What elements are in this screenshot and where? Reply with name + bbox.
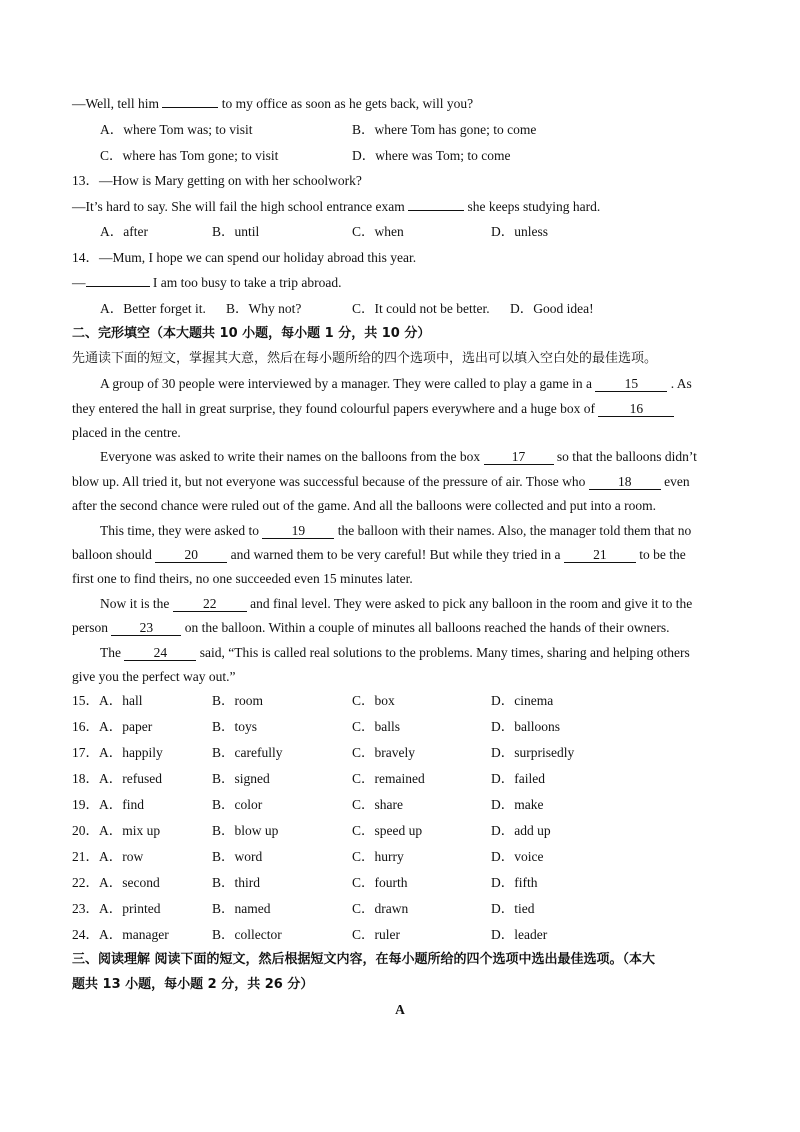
- q13-option-d[interactable]: D．unless: [491, 224, 548, 239]
- cloze-blank-17[interactable]: 17: [484, 449, 554, 465]
- cloze-option[interactable]: 24．A．manager: [72, 927, 169, 942]
- cloze-option[interactable]: B．named: [212, 901, 271, 916]
- passage-line: after the second chance were ruled out of the game. And all the balloons were collected and put into a room.: [72, 498, 657, 513]
- cloze-option[interactable]: C．ruler: [352, 927, 400, 942]
- passage-line: give you the perfect way out.”: [72, 669, 236, 684]
- q12-stem: —Well, tell him to my office as soon as he gets back, will you?: [72, 96, 474, 111]
- q13-option-b[interactable]: B．until: [212, 224, 260, 239]
- cloze-option[interactable]: B．signed: [212, 771, 270, 786]
- cloze-option[interactable]: C．bravely: [352, 745, 415, 760]
- passage-line: they entered the hall in great surprise, they found colourful papers everywhere and a huge box of 16: [72, 400, 732, 418]
- cloze-blank-20[interactable]: 20: [155, 547, 227, 563]
- q14-question: 14．—Mum, I hope we can spend our holiday abroad this year.: [72, 250, 417, 265]
- q14-blank: [86, 286, 150, 287]
- passage-line: A group of 30 people were interviewed by a manager. They were called to play a game in a 15 . As: [100, 376, 692, 391]
- section2-heading: 二、完形填空（本大题共 10 小题，每小题 1 分，共 10 分）: [72, 326, 431, 341]
- cloze-option[interactable]: C．share: [352, 797, 403, 812]
- cloze-blank-22[interactable]: 22: [173, 596, 247, 612]
- cloze-option[interactable]: B．word: [212, 849, 263, 864]
- cloze-option[interactable]: D．fifth: [491, 875, 538, 890]
- cloze-option[interactable]: 16．A．paper: [72, 719, 153, 734]
- cloze-option[interactable]: 23．A．printed: [72, 901, 161, 916]
- cloze-blank-18[interactable]: 18: [589, 474, 661, 490]
- cloze-option[interactable]: B．blow up: [212, 823, 279, 838]
- cloze-option[interactable]: D．make: [491, 797, 544, 812]
- section2-instruction: 先通读下面的短文，掌握其大意，然后在每小题所给的四个选项中，选出可以填入空白处的最佳选项。: [72, 351, 658, 366]
- passage-line: first one to find theirs, no one succeeded even 15 minutes later.: [72, 571, 413, 586]
- cloze-option[interactable]: 19．A．find: [72, 797, 144, 812]
- cloze-option[interactable]: D．surprisedly: [491, 745, 575, 760]
- cloze-option[interactable]: B．toys: [212, 719, 258, 734]
- cloze-option[interactable]: D．tied: [491, 901, 535, 916]
- cloze-option[interactable]: D．voice: [491, 849, 544, 864]
- q14-option-a[interactable]: A．Better forget it.: [100, 301, 206, 316]
- passage-line: blow up. All tried it, but not everyone was successful because of the pressure of air. Those who 18 even: [72, 474, 690, 489]
- q13-option-c[interactable]: C．when: [352, 224, 404, 239]
- q12-option-a[interactable]: A．where Tom was; to visit: [100, 122, 253, 137]
- cloze-blank-24[interactable]: 24: [124, 645, 196, 661]
- q12-blank: [162, 107, 218, 108]
- cloze-blank-16[interactable]: 16: [598, 401, 674, 417]
- passage-line: The 24 said, “This is called real solutions to the problems. Many times, sharing and helping others: [100, 645, 690, 660]
- passage-line: Now it is the 22 and final level. They were asked to pick any balloon in the room and give it to the: [100, 596, 693, 611]
- cloze-blank-19[interactable]: 19: [262, 523, 334, 539]
- cloze-option[interactable]: 21．A．row: [72, 849, 144, 864]
- cloze-option[interactable]: 17．A．happily: [72, 745, 163, 760]
- passage-line: This time, they were asked to 19 the balloon with their names. Also, the manager told them that no: [100, 523, 692, 538]
- cloze-option[interactable]: B．third: [212, 875, 261, 890]
- section3-heading: 三、阅读理解 阅读下面的短文，然后根据短文内容，在每小题所给的四个选项中选出最佳选项。（本大: [72, 952, 656, 967]
- cloze-option[interactable]: D．add up: [491, 823, 551, 838]
- cloze-option[interactable]: D．cinema: [491, 693, 554, 708]
- cloze-blank-21[interactable]: 21: [564, 547, 636, 563]
- cloze-option[interactable]: C．drawn: [352, 901, 409, 916]
- cloze-option[interactable]: D．leader: [491, 927, 548, 942]
- cloze-option[interactable]: C．remained: [352, 771, 425, 786]
- cloze-option[interactable]: B．room: [212, 693, 264, 708]
- q13-option-a[interactable]: A．after: [100, 224, 148, 239]
- passage-line: placed in the centre.: [72, 425, 181, 440]
- cloze-option[interactable]: C．hurry: [352, 849, 404, 864]
- cloze-option[interactable]: 20．A．mix up: [72, 823, 161, 838]
- cloze-option[interactable]: B．carefully: [212, 745, 283, 760]
- q12-option-b[interactable]: B．where Tom has gone; to come: [352, 122, 537, 137]
- cloze-option[interactable]: D．failed: [491, 771, 545, 786]
- q13-question: 13．—How is Mary getting on with her schoolwork?: [72, 173, 362, 188]
- passage-line: person 23 on the balloon. Within a couple of minutes all balloons reached the hands of their owners.: [72, 620, 670, 635]
- cloze-option[interactable]: C．speed up: [352, 823, 423, 838]
- reading-part-label: A: [395, 1002, 405, 1017]
- cloze-option[interactable]: 22．A．second: [72, 875, 160, 890]
- q13-blank: [408, 210, 464, 211]
- q14-option-b[interactable]: B．Why not?: [226, 301, 302, 316]
- passage-line: balloon should 20 and warned them to be very careful! But while they tried in a 21 to be the: [72, 547, 686, 562]
- q14-stem: — I am too busy to take a trip abroad.: [72, 275, 342, 290]
- q13-stem: —It’s hard to say. She will fail the high school entrance exam she keeps studying hard.: [72, 199, 601, 214]
- q12-option-d[interactable]: D．where was Tom; to come: [352, 148, 511, 163]
- cloze-option[interactable]: 18．A．refused: [72, 771, 162, 786]
- cloze-option[interactable]: B．collector: [212, 927, 282, 942]
- q14-option-d[interactable]: D．Good idea!: [510, 301, 594, 316]
- q14-option-c[interactable]: C．It could not be better.: [352, 301, 490, 316]
- cloze-option[interactable]: C．balls: [352, 719, 401, 734]
- cloze-blank-23[interactable]: 23: [111, 620, 181, 636]
- cloze-option[interactable]: 15．A．hall: [72, 693, 143, 708]
- cloze-blank-15[interactable]: 15: [595, 376, 667, 392]
- passage-line: Everyone was asked to write their names on the balloons from the box 17 so that the balloons didn’t: [100, 449, 697, 464]
- cloze-option[interactable]: C．box: [352, 693, 395, 708]
- cloze-option[interactable]: D．balloons: [491, 719, 560, 734]
- cloze-option[interactable]: C．fourth: [352, 875, 408, 890]
- cloze-option[interactable]: B．color: [212, 797, 263, 812]
- section3-heading-cont: 题共 13 小题，每小题 2 分，共 26 分）: [72, 977, 314, 992]
- q12-option-c[interactable]: C．where has Tom gone; to visit: [100, 148, 279, 163]
